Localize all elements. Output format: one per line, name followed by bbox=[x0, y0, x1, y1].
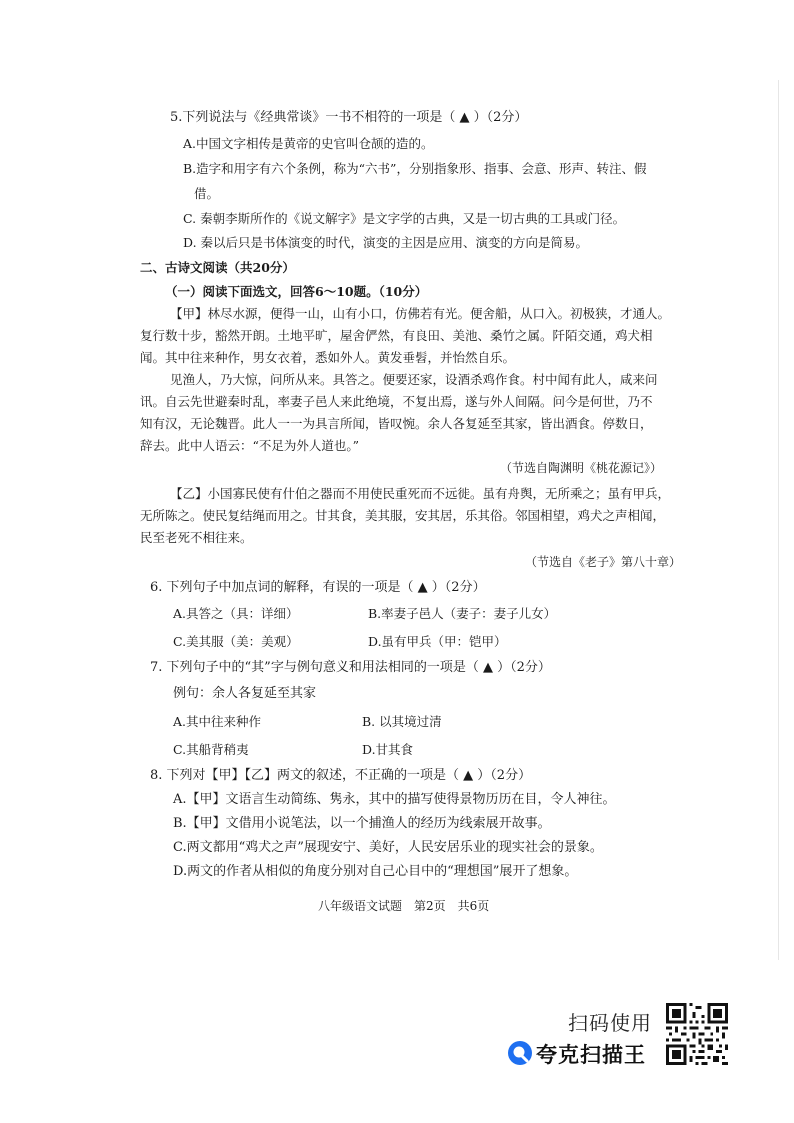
document-line: 见渔人，乃大惊，问所从来。具答之。便要还家，设酒杀鸡作食。村中闻有此人，咸来问 bbox=[170, 372, 658, 387]
document-line: 二、古诗文阅读（共20分） bbox=[140, 260, 295, 275]
scan-to-use-label: 扫码使用 bbox=[568, 1011, 652, 1035]
scan-edge-shadow bbox=[775, 80, 783, 960]
document-line: 辞去。此中人语云：“不足为外人道也。” bbox=[140, 438, 360, 453]
document-line: C. 秦朝李斯所作的《说文解字》是文字学的古典，又是一切古典的工具或门径。 bbox=[183, 211, 626, 226]
document-line: 5.下列说法与《经典常谈》一书不相符的一项是（ ▲ ）（2分） bbox=[170, 110, 528, 125]
document-line: 复行数十步，豁然开朗。土地平旷，屋舍俨然，有良田、美池、桑竹之属。阡陌交通，鸡犬相 bbox=[140, 328, 653, 343]
document-line: 无所陈之。使民复结绳而用之。甘其食，美其服，安其居，乐其俗。邻国相望，鸡犬之声相闻， bbox=[140, 508, 666, 523]
document-line: 八年级语文试题 第2页 共6页 bbox=[318, 899, 490, 913]
document-line: D.虽有甲兵（甲：铠甲） bbox=[368, 634, 507, 649]
document-line: 【甲】林尽水源，便得一山，山有小口，仿佛若有光。便舍船，从口入。初极狭，才通人。 bbox=[170, 306, 671, 321]
document-line: D.两文的作者从相似的角度分别对自己心目中的“理想国”展开了想象。 bbox=[173, 864, 578, 879]
app-name: 夸克扫描王 bbox=[536, 1043, 646, 1067]
qr-code-icon[interactable] bbox=[666, 1003, 728, 1065]
document-line: 民至老死不相往来。 bbox=[140, 530, 253, 545]
document-line: C.美其服（美：美观） bbox=[173, 634, 299, 649]
document-line: 知有汉，无论魏晋。此人一一为具言所闻，皆叹惋。余人各复延至其家，皆出酒食。停数日， bbox=[140, 416, 653, 431]
document-line: A.【甲】文语言生动简练、隽永，其中的描写使得景物历历在目，令人神往。 bbox=[173, 792, 616, 807]
document-line: 【乙】小国寡民使有什伯之器而不用使民重死而不远徙。虽有舟舆，无所乘之；虽有甲兵， bbox=[170, 486, 671, 501]
document-line: （节选自《老子》第八十章） bbox=[525, 555, 682, 569]
document-line: 8. 下列对【甲】【乙】两文的叙述，不正确的一项是（ ▲ ）（2分） bbox=[150, 768, 532, 783]
document-line: B.率妻子邑人（妻子：妻子儿女） bbox=[368, 606, 557, 621]
document-line: B.造字和用字有六个条例，称为“六书”，分别指象形、指事、会意、形声、转注、假 bbox=[183, 161, 647, 176]
document-line: A.其中往来种作 bbox=[173, 714, 262, 729]
document-line: 7. 下列句子中的“其”字与例句意义和用法相同的一项是（ ▲ ）（2分） bbox=[150, 660, 551, 675]
document-line: C.两文都用“鸡犬之声”展现安宁、美好，人民安居乐业的现实社会的景象。 bbox=[173, 840, 603, 855]
document-line: 借。 bbox=[194, 186, 220, 201]
document-line: A.中国文字相传是黄帝的史官叫仓颉的造的。 bbox=[183, 136, 434, 151]
document-line: D. 秦以后只是书体演变的时代，演变的主因是应用、演变的方向是简易。 bbox=[183, 235, 589, 250]
quark-logo-icon bbox=[507, 1040, 533, 1066]
document-line: C.其船背稍夷 bbox=[173, 742, 249, 757]
document-line: （一）阅读下面选文，回答6～10题。（10分） bbox=[165, 284, 428, 299]
document-line: 闻。其中往来种作，男女衣着，悉如外人。黄发垂髫，并怡然自乐。 bbox=[140, 350, 516, 365]
document-line: 讯。自云先世避秦时乱，率妻子邑人来此绝境，不复出焉，遂与外人间隔。问今是何世，乃不 bbox=[140, 394, 653, 409]
document-line: B. 以其境过清 bbox=[362, 714, 442, 729]
document-line: （节选自陶渊明《桃花源记》） bbox=[500, 461, 663, 475]
document-line: A.具答之（具：详细） bbox=[173, 606, 299, 621]
document-line: D.甘其食 bbox=[362, 742, 414, 757]
document-line: B.【甲】文借用小说笔法，以一个捕渔人的经历为线索展开故事。 bbox=[173, 816, 551, 831]
document-line: 6. 下列句子中加点词的解释，有误的一项是（ ▲ ）（2分） bbox=[150, 580, 486, 595]
document-line: 例句：余人各复延至其家 bbox=[173, 686, 317, 701]
